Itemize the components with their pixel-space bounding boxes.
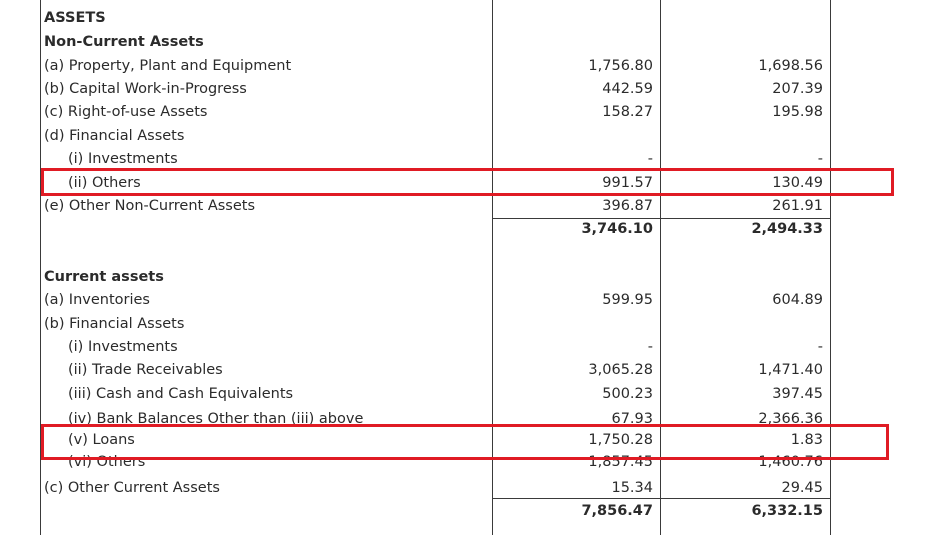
current-year-value: 442.59 (602, 81, 653, 97)
row-label: (a) Property, Plant and Equipment (44, 58, 292, 74)
assets-heading: ASSETS (44, 10, 106, 26)
row-label: (ii) Trade Receivables (68, 362, 223, 378)
current-year-value: - (647, 339, 653, 355)
row-label: (b) Financial Assets (44, 316, 185, 332)
current-total-row (0, 500, 940, 522)
table-row (0, 101, 940, 123)
prior-year-value: 29.45 (781, 480, 823, 496)
prior-year-total: 2,494.33 (751, 221, 823, 237)
row-label: (c) Other Current Assets (44, 480, 220, 496)
prior-year-value: 1.83 (790, 432, 823, 448)
current-year-value: 500.23 (602, 386, 653, 402)
current-year-value: 67.93 (611, 411, 653, 427)
prior-year-value: 397.45 (772, 386, 823, 402)
highlight-box-loans (41, 424, 889, 460)
prior-year-value: 1,460.76 (758, 454, 823, 470)
current-year-value: 1,857.45 (588, 454, 653, 470)
table-row (0, 289, 940, 311)
prior-year-value: 2,366.36 (758, 411, 823, 427)
current-year-value: 396.87 (602, 198, 653, 214)
table-row (0, 148, 940, 170)
current-year-value: 158.27 (602, 104, 653, 120)
current-year-total: 3,746.10 (581, 221, 653, 237)
non-current-heading: Non-Current Assets (44, 34, 204, 50)
prior-year-value: 1,471.40 (758, 362, 823, 378)
current-year-total: 7,856.47 (581, 503, 653, 519)
row-label: (vi) Others (68, 454, 146, 470)
assets-heading-row (0, 7, 940, 29)
row-label: (iii) Cash and Cash Equivalents (68, 386, 294, 402)
current-heading-row (0, 266, 940, 288)
current-heading: Current assets (44, 269, 164, 285)
table-row (0, 195, 940, 217)
table-row (0, 477, 940, 499)
table-row (0, 383, 940, 405)
row-label: (c) Right-of-use Assets (44, 104, 208, 120)
prior-year-value: 261.91 (772, 198, 823, 214)
prior-year-value: - (817, 151, 823, 167)
current-year-value: 3,065.28 (588, 362, 653, 378)
row-label: (ii) Others (68, 175, 141, 191)
row-label: (e) Other Non-Current Assets (44, 198, 256, 214)
table-row (0, 125, 940, 147)
prior-year-value: 195.98 (772, 104, 823, 120)
prior-year-value: 207.39 (772, 81, 823, 97)
highlight-box-others (41, 168, 894, 196)
table-row-partially-hidden (0, 454, 940, 472)
row-label: (b) Capital Work-in-Progress (44, 81, 247, 97)
non-current-heading-row (0, 31, 940, 53)
current-year-value: 15.34 (611, 480, 653, 496)
row-label: (a) Inventories (44, 292, 150, 308)
non-current-total-row (0, 218, 940, 240)
table-row (0, 78, 940, 100)
table-row (0, 55, 940, 77)
current-year-value: 599.95 (602, 292, 653, 308)
prior-year-total: 6,332.15 (751, 503, 823, 519)
current-year-value: 1,750.28 (588, 432, 653, 448)
prior-year-value: 1,698.56 (758, 58, 823, 74)
row-label: (i) Investments (68, 339, 178, 355)
prior-year-value: - (817, 339, 823, 355)
current-year-value: - (647, 151, 653, 167)
table-row-partially-hidden (0, 408, 940, 427)
row-label: (iv) Bank Balances Other than (iii) above (68, 411, 364, 427)
row-label: (d) Financial Assets (44, 128, 185, 144)
row-label: (i) Investments (68, 151, 178, 167)
current-year-value: 1,756.80 (588, 58, 653, 74)
table-row (0, 313, 940, 335)
prior-year-value: 604.89 (772, 292, 823, 308)
current-year-value: 991.57 (602, 175, 653, 191)
table-row (0, 359, 940, 381)
table-row (0, 336, 940, 358)
row-label: (v) Loans (68, 432, 135, 448)
prior-year-value: 130.49 (772, 175, 823, 191)
